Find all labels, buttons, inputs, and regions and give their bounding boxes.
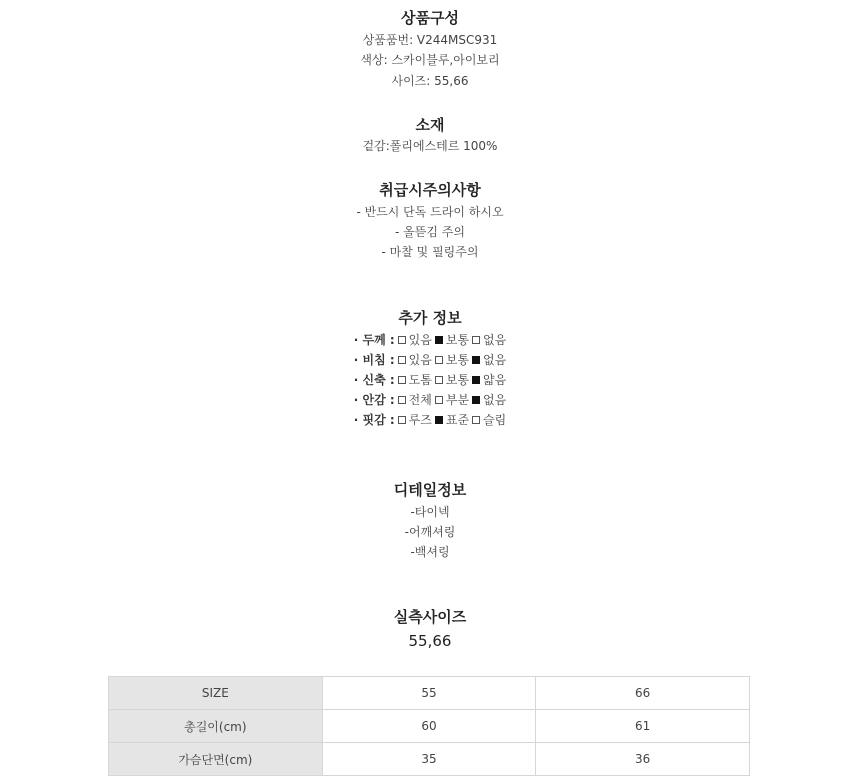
extra-info-label: · 두께 : bbox=[353, 333, 395, 347]
extra-info-row bbox=[0, 411, 860, 428]
extra-info-option: 없음 bbox=[483, 353, 507, 367]
unchecked-square-icon bbox=[398, 336, 406, 344]
extra-info-option: 도톰 bbox=[408, 373, 432, 387]
extra-info-label: · 안감 : bbox=[353, 393, 395, 407]
size-table-row bbox=[109, 710, 750, 743]
composition-heading: 상품구성 bbox=[401, 9, 459, 27]
extra-info-option: 있음 bbox=[408, 333, 432, 347]
care-heading: 취급시주의사항 bbox=[379, 181, 481, 199]
size-header-cell: 55 bbox=[322, 677, 536, 710]
unchecked-square-icon bbox=[435, 376, 443, 384]
extra-info-option: 부분 bbox=[445, 393, 470, 407]
extra-info-option: 루즈 bbox=[408, 413, 432, 427]
checked-square-icon bbox=[472, 356, 480, 364]
size-row-label: 가슴단면(cm) bbox=[109, 743, 323, 776]
checked-square-icon bbox=[435, 336, 443, 344]
detail-line: -백셔링 bbox=[410, 545, 450, 559]
checked-square-icon bbox=[472, 396, 480, 404]
extra-info-heading: 추가 정보 bbox=[398, 309, 462, 327]
extra-info-row bbox=[0, 351, 860, 368]
unchecked-square-icon bbox=[472, 336, 480, 344]
size-cell: 36 bbox=[536, 743, 750, 776]
care-line: - 반드시 단독 드라이 하시오 bbox=[356, 205, 504, 219]
material-line: 겉감:폴리에스테르 100% bbox=[362, 139, 498, 153]
composition-line: 상품품번: V244MSC931 bbox=[362, 33, 498, 47]
extra-info-option: 슬림 bbox=[483, 413, 507, 427]
extra-info-label: · 신축 : bbox=[353, 373, 395, 387]
checked-square-icon bbox=[435, 416, 443, 424]
extra-info-option: 보통 bbox=[445, 333, 470, 347]
extra-info-option: 있음 bbox=[408, 353, 432, 367]
detail-heading: 디테일정보 bbox=[393, 481, 467, 499]
extra-info-option: 보통 bbox=[445, 353, 470, 367]
size-cell: 61 bbox=[536, 710, 750, 743]
size-cell: 60 bbox=[322, 710, 536, 743]
measurement-subheading: 55,66 bbox=[408, 632, 452, 650]
size-row-label: 총길이(cm) bbox=[109, 710, 323, 743]
size-header-cell: 66 bbox=[536, 677, 750, 710]
extra-info-row bbox=[0, 331, 860, 348]
extra-info-option: 없음 bbox=[483, 333, 507, 347]
unchecked-square-icon bbox=[435, 356, 443, 364]
unchecked-square-icon bbox=[398, 376, 406, 384]
size-table-header-row bbox=[109, 677, 750, 710]
unchecked-square-icon bbox=[398, 396, 406, 404]
unchecked-square-icon bbox=[398, 416, 406, 424]
extra-info-option: 보통 bbox=[445, 373, 470, 387]
detail-line: -타이넥 bbox=[410, 505, 450, 519]
extra-info-option: 표준 bbox=[445, 413, 470, 427]
checked-square-icon bbox=[472, 376, 480, 384]
unchecked-square-icon bbox=[472, 416, 480, 424]
extra-info-row bbox=[0, 371, 860, 388]
detail-line: -어깨셔링 bbox=[404, 525, 456, 539]
size-table bbox=[108, 676, 750, 776]
extra-info-row bbox=[0, 391, 860, 408]
size-cell: 35 bbox=[322, 743, 536, 776]
extra-info-option: 얇음 bbox=[483, 373, 507, 387]
material-heading: 소재 bbox=[415, 116, 445, 134]
extra-info-label: · 비침 : bbox=[353, 353, 395, 367]
size-header-cell: SIZE bbox=[109, 677, 323, 710]
composition-line: 색상: 스카이블루,아이보리 bbox=[360, 53, 500, 67]
extra-info-option: 없음 bbox=[483, 393, 507, 407]
size-table-row bbox=[109, 743, 750, 776]
unchecked-square-icon bbox=[435, 396, 443, 404]
care-line: - 마찰 및 필링주의 bbox=[381, 245, 479, 259]
care-line: - 올뜯김 주의 bbox=[395, 225, 465, 239]
unchecked-square-icon bbox=[398, 356, 406, 364]
composition-line: 사이즈: 55,66 bbox=[391, 74, 469, 88]
measurement-heading: 실측사이즈 bbox=[393, 608, 467, 626]
extra-info-label: · 핏감 : bbox=[353, 413, 395, 427]
extra-info-option: 전체 bbox=[408, 393, 432, 407]
